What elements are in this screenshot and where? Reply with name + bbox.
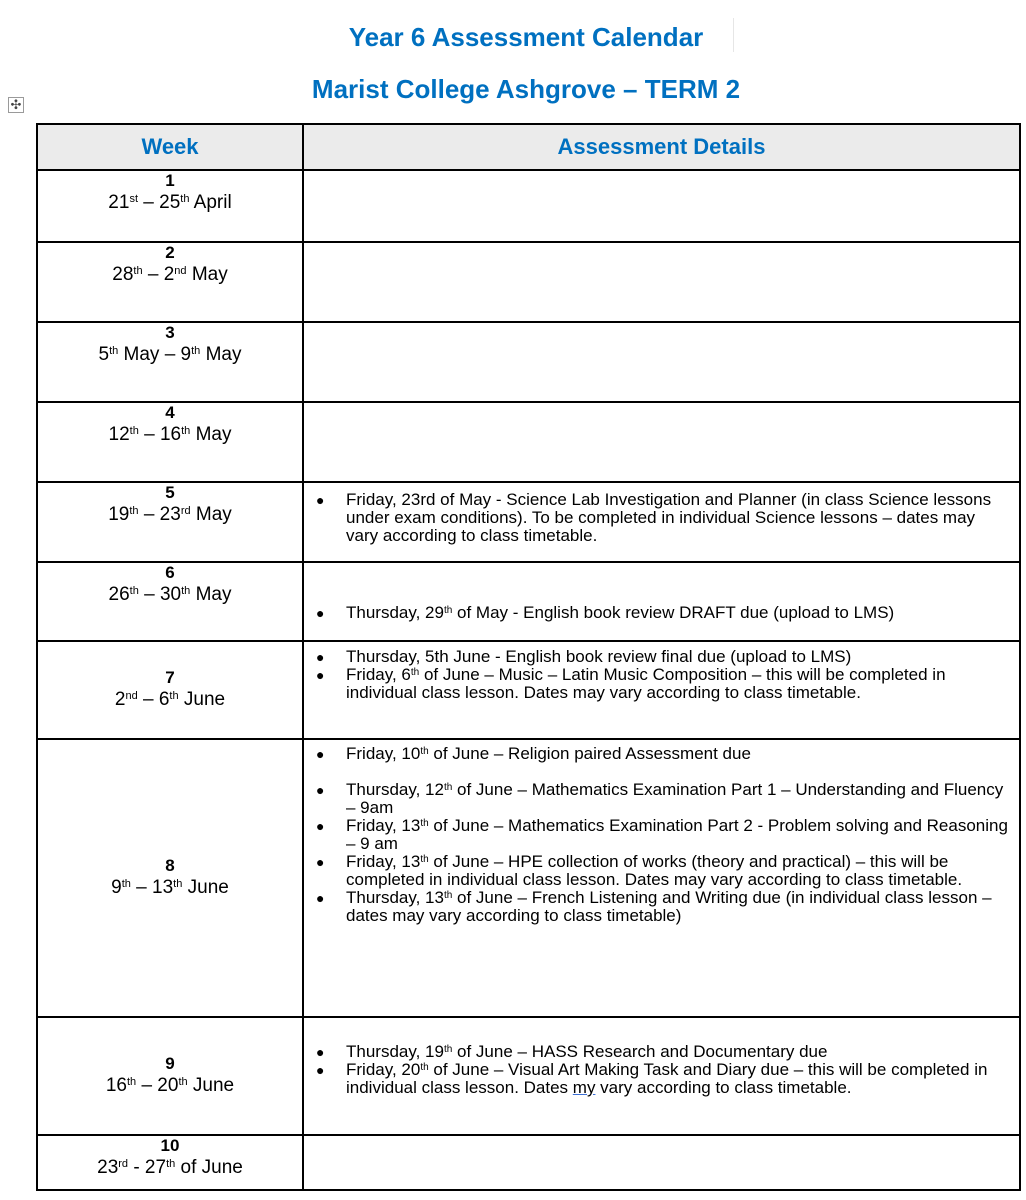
details-cell[interactable] [303,322,1020,402]
list-item: ● Thursday, 29th of May - English book review DRAFT due (upload to LMS) [316,603,895,622]
details-cell[interactable] [303,1135,1020,1190]
list-item: ● Friday, 20th of June – Visual Art Making Task and Diary due – this will be completed in individual class lesson. Dates my vary according to class timetable. [316,1060,988,1097]
table-row-week-9 [37,1017,1020,1135]
bullet-icon: ● [316,890,325,906]
list-item: ● Thursday, 12th of June – Mathematics Examination Part 1 – Understanding and Fluency – 9am [316,780,1004,817]
week-cell [37,562,303,641]
table-row-week-6 [37,562,1020,641]
bullet-icon: ● [316,1062,325,1078]
bullet-icon: ● [316,782,325,798]
table-row-week-1 [37,170,1020,242]
bullet-icon: ● [316,649,325,665]
details-cell[interactable] [303,482,1020,562]
table-move-handle-icon[interactable] [8,97,24,113]
week-dates: 12th – 16th May [108,424,232,445]
list-item: ● Friday, 13th of June – Mathematics Examination Part 2 - Problem solving and Reasoning – 9 am [316,816,1008,853]
week-dates: 16th – 20th June [105,1075,235,1096]
bullet-icon: ● [316,667,325,683]
week-dates: 19th – 23rd May [108,504,232,525]
week-number: 4 [165,403,175,422]
table-row-week-8 [37,739,1020,1017]
week-cell [37,641,303,739]
list-item: ● Friday, 6th of June – Music – Latin Music Composition – this will be completed in individual class lesson. Dates may vary according to class timetable. [316,665,946,702]
week-dates: 5th May – 9th May [98,344,242,365]
week-number: 7 [165,668,175,687]
week-number: 6 [165,563,175,582]
list-spacer [304,763,1019,781]
column-header-week: Week [37,124,303,170]
assessment-list [304,740,1019,925]
week-number: 9 [165,1054,175,1073]
spellcheck-underlined-word: my [572,1078,596,1097]
week-cell [37,242,303,322]
week-cell [37,402,303,482]
list-item: ● Thursday, 5th June - English book review final due (upload to LMS) [316,647,852,666]
bullet-icon: ● [316,492,325,508]
week-number: 5 [165,483,175,502]
week-number: 10 [160,1136,180,1155]
week-number: 3 [165,323,175,342]
week-dates: 2nd – 6th June [114,689,226,710]
week-cell [37,482,303,562]
table-row-week-2 [37,242,1020,322]
details-cell[interactable] [303,170,1020,242]
week-cell [37,739,303,1017]
details-cell[interactable] [303,242,1020,322]
table-row-week-7 [37,641,1020,739]
week-number: 2 [165,243,175,262]
week-dates: 21st – 25th April [108,192,232,213]
table-header-row [37,124,1020,170]
table-row-week-4 [37,402,1020,482]
bullet-icon: ● [316,854,325,870]
assessment-list [304,483,1019,545]
column-header-details: Assessment Details [303,124,1020,170]
details-cell[interactable] [303,562,1020,641]
week-number: 1 [165,171,175,190]
bullet-icon: ● [316,818,325,834]
page-subtitle: Marist College Ashgrove – TERM 2 [311,74,741,104]
assessment-list [304,642,1019,702]
table-row-week-3 [37,322,1020,402]
week-number: 8 [165,856,175,875]
list-item: ● Friday, 13th of June – HPE collection of works (theory and practical) – this will be completed in individual class lesson. Dates may vary according to class timetable. [316,852,963,889]
list-item: ● Friday, 10th of June – Religion paired Assessment due [316,744,751,763]
week-cell [37,170,303,242]
page-title: Year 6 Assessment Calendar [348,22,704,52]
list-item: ● Thursday, 19th of June – HASS Research and Documentary due [316,1042,828,1061]
week-dates: 28th – 2nd May [112,264,228,285]
week-cell [37,322,303,402]
week-dates: 26th – 30th May [108,584,232,605]
list-item: ● Friday, 23rd of May - Science Lab Investigation and Planner (in class Science lessons under exam conditions). To be completed in individual Science lessons – dates may vary according to class timetable. [316,490,992,545]
bullet-icon: ● [316,1044,325,1060]
assessment-list [304,563,1019,622]
week-cell [37,1135,303,1190]
details-cell[interactable] [303,1017,1020,1135]
bullet-icon: ● [316,746,325,762]
assessment-calendar-table [36,123,1021,1191]
details-cell[interactable] [303,641,1020,739]
week-dates: 9th – 13th June [111,877,229,898]
table-row-week-5 [37,482,1020,562]
list-item: ● Thursday, 13th of June – French Listening and Writing due (in individual class lesson – dates may vary according to class timetable) [316,888,992,925]
details-cell[interactable] [303,402,1020,482]
table-row-week-10 [37,1135,1020,1190]
details-cell[interactable] [303,739,1020,1017]
assessment-list [304,1018,1019,1097]
week-cell [37,1017,303,1135]
move-arrows-icon: ✣ [10,97,22,112]
bullet-icon: ● [316,605,325,621]
week-dates: 23rd - 27th of June [97,1157,243,1178]
